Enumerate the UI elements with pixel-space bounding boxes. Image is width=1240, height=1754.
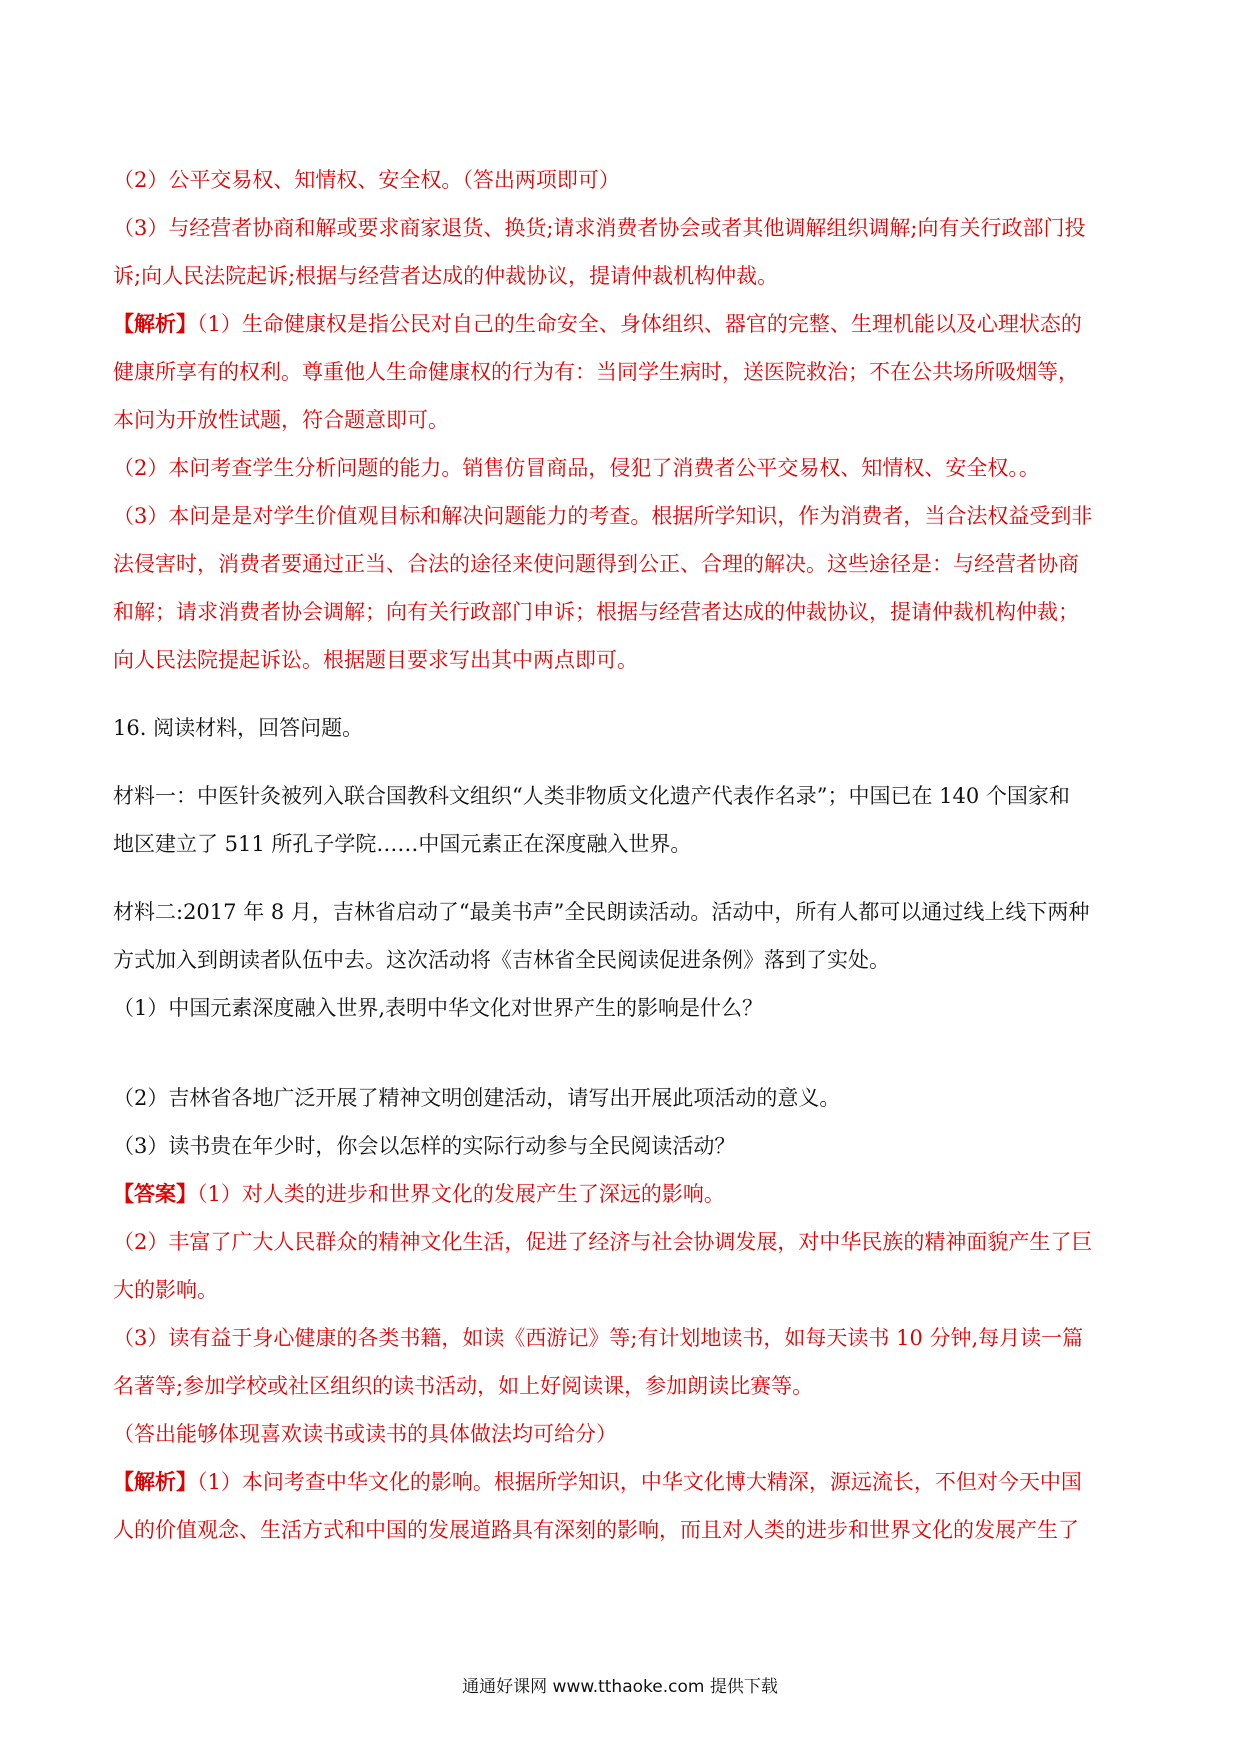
question-16-3: （3）读书贵在年少时，你会以怎样的实际行动参与全民阅读活动？ bbox=[113, 1134, 736, 1158]
analysis-1-line-1 bbox=[113, 300, 1133, 348]
material-1-line-2: 地区建立了 511 所孔子学院……中国元素正在深度融入世界。 bbox=[113, 832, 692, 856]
answer-16-3-line-1: （3）读有益于身心健康的各类书籍，如读《西游记》等;有计划地读书，如每天读书 10 分钟,每月读一篇 bbox=[113, 1326, 1084, 1350]
analysis-1-text: （1）生命健康权是指公民对自己的生命安全、身体组织、器官的完整、生理机能以及心理状态的 bbox=[197, 312, 1082, 336]
question-16-1: （1）中国元素深度融入世界,表明中华文化对世界产生的影响是什么？ bbox=[113, 996, 764, 1020]
analysis-1-line-2: 健康所享有的权利。尊重他人生命健康权的行为有：当同学生病时，送医院救治；不在公共场所吸烟等， bbox=[113, 360, 1079, 384]
material-2-line-2: 方式加入到朗读者队伍中去。这次活动将《吉林省全民阅读促进条例》落到了实处。 bbox=[113, 948, 890, 972]
answer-16-3-line-2: 名著等;参加学校或社区组织的读书活动，如上好阅读课，参加朗读比赛等。 bbox=[113, 1374, 814, 1398]
analysis-label-16: 【解析】 bbox=[113, 1469, 197, 1494]
answer-2: （2）公平交易权、知情权、安全权。（答出两项即可） bbox=[113, 168, 620, 192]
analysis-3-line-4: 向人民法院提起诉讼。根据题目要求写出其中两点即可。 bbox=[113, 648, 638, 672]
answer-label: 【答案】 bbox=[113, 1181, 197, 1206]
answer-16-1 bbox=[113, 1170, 1133, 1218]
analysis-label: 【解析】 bbox=[113, 311, 197, 336]
answer-16-2-line-1: （2）丰富了广大人民群众的精神文化生活，促进了经济与社会协调发展，对中华民族的精神面貌产生了巨 bbox=[113, 1230, 1093, 1254]
analysis-1-line-3: 本问为开放性试题，符合题意即可。 bbox=[113, 408, 449, 432]
answer-3-line-1: （3）与经营者协商和解或要求商家退货、换货;请求消费者协会或者其他调解组织调解;向有关行政部门投 bbox=[113, 216, 1086, 240]
analysis-3-line-1: （3）本问是是对学生价值观目标和解决问题能力的考查。根据所学知识，作为消费者，当合法权益受到非 bbox=[113, 504, 1093, 528]
page-footer: 通通好课网 www.tthaoke.com 提供下载 bbox=[462, 1677, 778, 1697]
question-16-2: （2）吉林省各地广泛开展了精神文明创建活动，请写出开展此项活动的意义。 bbox=[113, 1086, 841, 1110]
question-16-title: 16. 阅读材料，回答问题。 bbox=[113, 716, 364, 740]
analysis-2: （2）本问考查学生分析问题的能力。销售仿冒商品，侵犯了消费者公平交易权、知情权、安全权。。 bbox=[113, 456, 1040, 480]
analysis-16-1-line-2: 人的价值观念、生活方式和中国的发展道路具有深刻的影响，而且对人类的进步和世界文化的发展产生了 bbox=[113, 1518, 1079, 1542]
analysis-16-1-line-1 bbox=[113, 1458, 1133, 1506]
answer-16-note: （答出能够体现喜欢读书或读书的具体做法均可给分） bbox=[113, 1422, 617, 1446]
answer-3-line-2: 诉;向人民法院起诉;根据与经营者达成的仲裁协议，提请仲裁机构仲裁。 bbox=[113, 264, 779, 288]
document-body bbox=[113, 156, 1133, 1554]
analysis-3-line-2: 法侵害时，消费者要通过正当、合法的途径来使问题得到公正、合理的解决。这些途径是：与经营者协商 bbox=[113, 552, 1079, 576]
answer-16-2-line-2: 大的影响。 bbox=[113, 1278, 218, 1302]
material-2-line-1: 材料二:2017 年 8 月，吉林省启动了“最美书声”全民朗读活动。活动中，所有人都可以通过线上线下两种 bbox=[113, 900, 1090, 924]
analysis-3-line-3: 和解；请求消费者协会调解；向有关行政部门申诉；根据与经营者达成的仲裁协议，提请仲裁机构仲裁； bbox=[113, 600, 1079, 624]
analysis-16-1-text: （1）本问考查中华文化的影响。根据所学知识，中华文化博大精深，源远流长，不但对今天中国 bbox=[197, 1470, 1082, 1494]
material-1-line-1: 材料一：中医针灸被列入联合国教科文组织“人类非物质文化遗产代表作名录”；中国已在 140 个国家和 bbox=[113, 784, 1070, 808]
answer-16-1-text: （1）对人类的进步和世界文化的发展产生了深远的影响。 bbox=[197, 1182, 725, 1206]
